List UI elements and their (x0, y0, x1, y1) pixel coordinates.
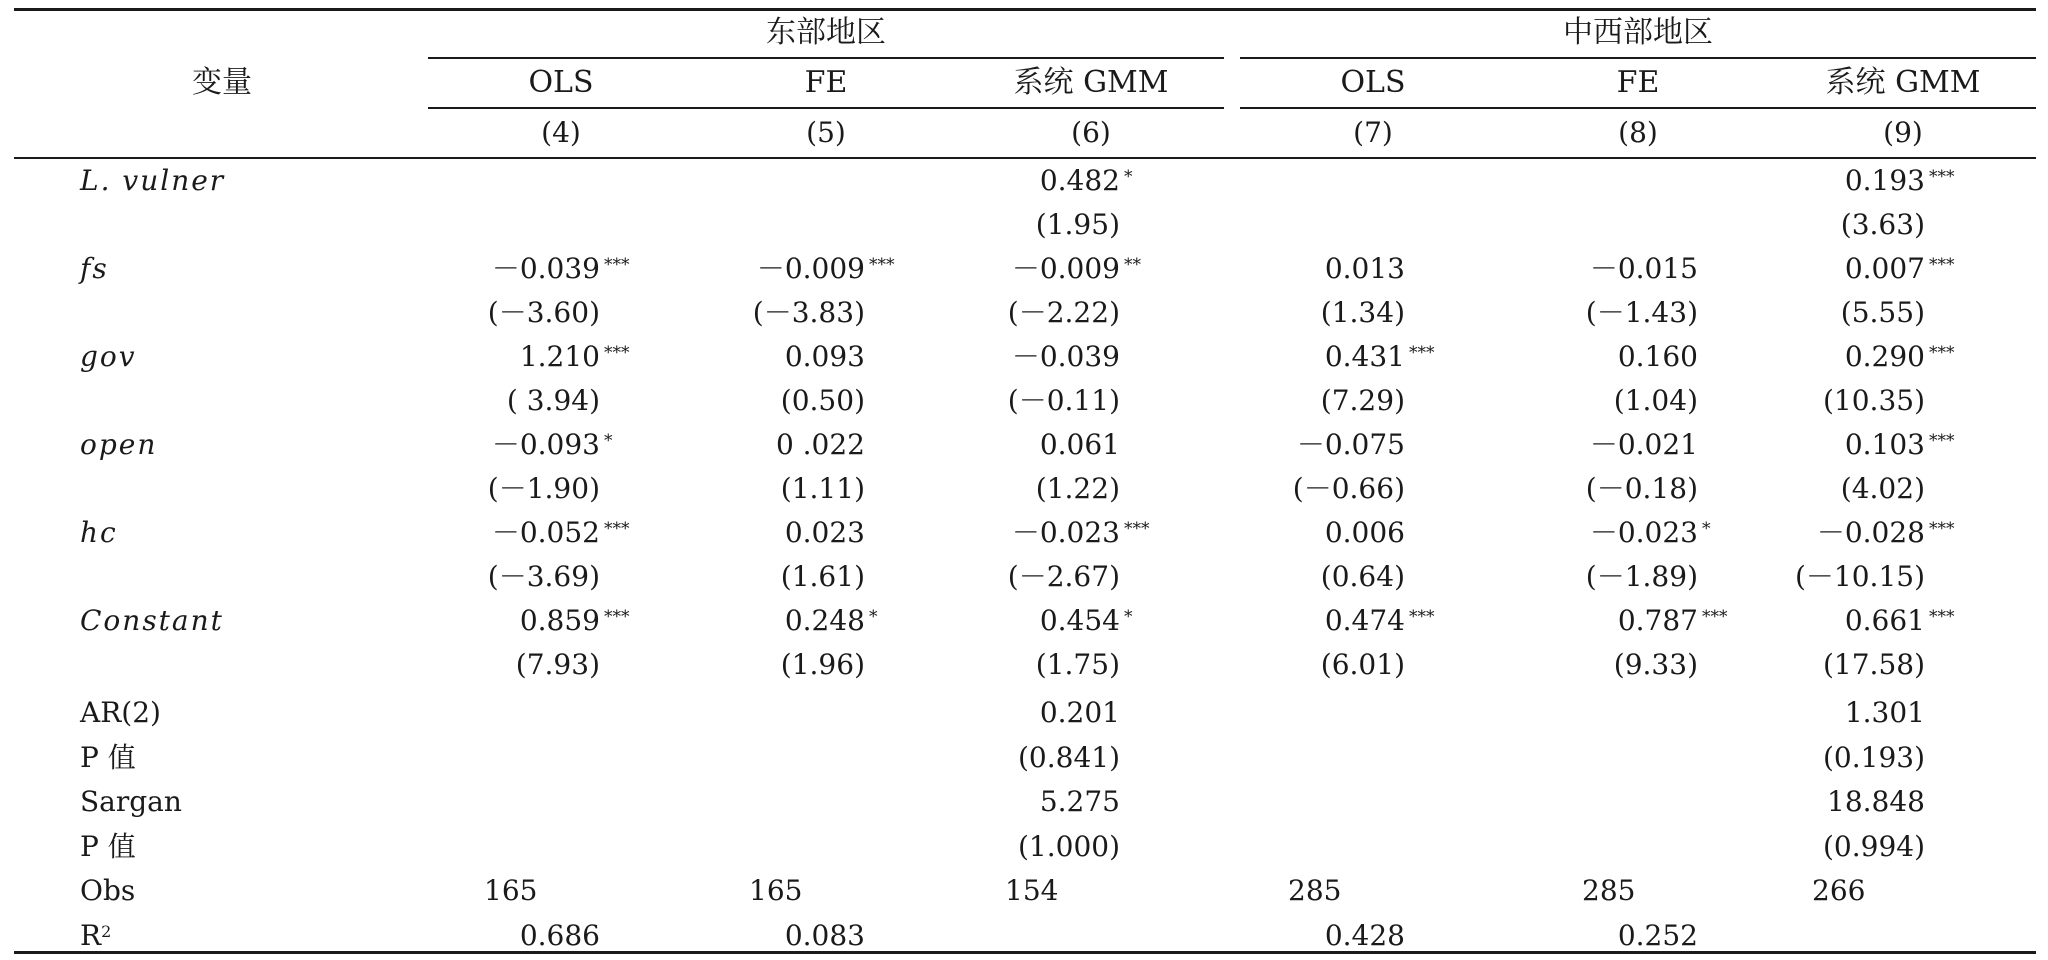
significance-stars: *** (1929, 431, 1955, 451)
method-header: 系统 GMM (1013, 65, 1169, 100)
t-statistic-cell: (6.01) (1320, 648, 1405, 681)
stat-name: P 值 (80, 740, 136, 774)
coefficient-value: －0.052 (491, 516, 600, 549)
coefficient-value: 0.007 (1844, 252, 1925, 285)
stat-value: 154 (1005, 874, 1059, 907)
significance-stars: *** (604, 519, 630, 539)
coefficient-cell (1012, 340, 1120, 374)
t-statistic-cell: (0.64) (1320, 560, 1405, 593)
coefficient-cell (785, 516, 865, 550)
group-midwest-underline (1240, 57, 2036, 59)
t-statistic-cell: (－1.90) (487, 472, 600, 505)
method-header: OLS (1340, 65, 1406, 100)
t-statistic-cell: ( 3.94) (506, 384, 600, 417)
t-statistic-cell: (9.33) (1613, 648, 1698, 681)
stat-value: (0.193) (1822, 740, 1925, 774)
stat-name-superscript: 2 (101, 921, 112, 941)
t-statistic-cell: (10.35) (1822, 384, 1925, 417)
t-statistic-cell: (1.75) (1035, 648, 1120, 681)
coefficient-value: 0.454 (1039, 604, 1120, 637)
coefficient-value: －0.023 (1589, 516, 1698, 549)
significance-stars: *** (604, 607, 630, 627)
coefficient-value: －0.023 (1011, 516, 1120, 549)
coefficient-cell (1011, 252, 1141, 286)
row-variable-name: Constant (80, 604, 224, 637)
stat-name: Obs (80, 874, 136, 907)
method-header: FE (1616, 65, 1660, 100)
t-statistic-cell: (1.22) (1035, 472, 1120, 505)
row-variable-name: open (80, 428, 158, 461)
coefficient-cell (1039, 164, 1133, 198)
significance-stars: * (1702, 519, 1711, 539)
t-statistic-cell: (1.34) (1320, 296, 1405, 329)
significance-stars: * (869, 607, 878, 627)
coefficient-value: 0.787 (1617, 604, 1698, 637)
significance-stars: *** (604, 255, 630, 275)
coefficient-value: －0.093 (491, 428, 600, 461)
stat-value: 285 (1582, 874, 1636, 907)
t-statistic-cell: (1.61) (780, 560, 865, 593)
coefficient-cell (1297, 428, 1405, 462)
group-east-header: 东部地区 (766, 15, 886, 50)
stat-value: (1.000) (1017, 829, 1120, 863)
method-header: 系统 GMM (1825, 65, 1981, 100)
stat-value: 0.252 (1617, 918, 1698, 952)
column-number: (9) (1883, 116, 1923, 149)
t-statistic-cell: (－3.60) (487, 296, 600, 329)
coefficient-cell (519, 604, 630, 638)
t-statistic-cell: (7.93) (515, 648, 600, 681)
coefficient-cell (1844, 252, 1955, 286)
coefficient-value: －0.075 (1296, 428, 1405, 461)
significance-stars: *** (1409, 607, 1435, 627)
methods-east-underline (428, 107, 1224, 109)
coefficient-cell (1590, 252, 1698, 286)
coefficient-cell (1324, 604, 1435, 638)
coefficient-value: －0.009 (1011, 252, 1120, 285)
t-statistic-cell: (－1.89) (1585, 560, 1698, 593)
coefficient-cell (1324, 340, 1435, 374)
t-statistic-cell: (－10.15) (1794, 560, 1925, 593)
coefficient-cell (1325, 252, 1405, 286)
t-statistic-cell: (1.96) (780, 648, 865, 681)
significance-stars: *** (1929, 167, 1955, 187)
coefficient-value: 1.210 (519, 340, 600, 373)
coefficient-value: 0.061 (1039, 428, 1120, 461)
coefficient-cell (1844, 428, 1955, 462)
t-statistic-cell: (3.63) (1840, 208, 1925, 241)
t-statistic-cell: (－0.18) (1585, 472, 1698, 505)
stat-value: 285 (1288, 874, 1342, 907)
coefficient-cell (1325, 516, 1405, 550)
stat-value: 0.686 (519, 918, 600, 952)
row-variable-name: fs (80, 252, 109, 285)
stat-name: $R^2$ (80, 918, 112, 952)
significance-stars: * (604, 431, 613, 451)
method-header: OLS (528, 65, 594, 100)
coefficient-value: －0.009 (756, 252, 865, 285)
coefficient-value: －0.021 (1589, 428, 1698, 461)
stat-name: P 值 (80, 829, 136, 863)
coefficient-value: 0.006 (1324, 516, 1405, 549)
coefficient-value: 0.290 (1844, 340, 1925, 373)
coefficient-value: 0.661 (1844, 604, 1925, 637)
column-number: (6) (1071, 116, 1111, 149)
t-statistic-cell: (1.04) (1613, 384, 1698, 417)
stat-name: Sargan (80, 785, 182, 818)
coefficient-value: 0.093 (784, 340, 865, 373)
stat-value: 266 (1812, 874, 1866, 907)
coefficient-cell (1617, 604, 1728, 638)
significance-stars: ** (1124, 255, 1141, 275)
t-statistic-cell: (4.02) (1840, 472, 1925, 505)
significance-stars: *** (1409, 343, 1435, 363)
significance-stars: *** (1929, 607, 1955, 627)
significance-stars: * (1124, 167, 1133, 187)
coefficient-value: 0.474 (1324, 604, 1405, 637)
stat-value: (0.994) (1822, 829, 1925, 863)
t-statistic-cell: (－0.11) (1007, 384, 1120, 417)
group-east-underline (428, 57, 1224, 59)
stat-value: 5.275 (1039, 785, 1120, 818)
coefficient-cell (1011, 516, 1150, 550)
t-statistic-cell: (1.95) (1035, 208, 1120, 241)
significance-stars: *** (1929, 519, 1955, 539)
coefficient-cell (1589, 516, 1711, 550)
variable-header: 变量 (192, 65, 252, 100)
coefficient-cell (491, 252, 630, 286)
stat-value: 0.201 (1039, 696, 1120, 729)
t-statistic-cell: (－1.43) (1585, 296, 1698, 329)
coefficient-cell (491, 428, 613, 462)
significance-stars: *** (604, 343, 630, 363)
coefficient-cell (1844, 604, 1955, 638)
significance-stars: *** (869, 255, 895, 275)
coefficient-cell (1618, 340, 1698, 374)
stat-value: 1.301 (1844, 696, 1925, 729)
row-variable-name: L. vulner (80, 164, 226, 197)
coefficient-cell (1590, 428, 1698, 462)
stat-value: 0.083 (784, 918, 865, 952)
coefficient-value: 0.859 (519, 604, 600, 637)
coefficient-value: 0.248 (784, 604, 865, 637)
coefficient-value: 0.431 (1324, 340, 1405, 373)
coefficient-cell (1844, 164, 1955, 198)
coefficient-value: －0.028 (1816, 516, 1925, 549)
coefficient-cell (519, 340, 630, 374)
column-number: (7) (1353, 116, 1393, 149)
coefficient-value: －0.039 (491, 252, 600, 285)
coefficient-cell (1040, 428, 1120, 462)
t-statistic-cell: (0.50) (780, 384, 865, 417)
t-statistic-cell: (1.11) (780, 472, 865, 505)
row-variable-name: hc (80, 516, 118, 549)
coefficient-value: －0.039 (1011, 340, 1120, 373)
coefficient-cell (1039, 604, 1133, 638)
significance-stars: *** (1702, 607, 1728, 627)
t-statistic-cell: (－2.22) (1007, 296, 1120, 329)
coefficient-cell (756, 252, 895, 286)
t-statistic-cell: (－3.83) (752, 296, 865, 329)
significance-stars: *** (1929, 255, 1955, 275)
methods-midwest-underline (1240, 107, 2036, 109)
stat-name: AR(2) (80, 696, 161, 729)
coefficient-value: －0.015 (1589, 252, 1698, 285)
column-number: (8) (1618, 116, 1658, 149)
header-bottom-rule (14, 157, 2036, 159)
coefficient-cell (491, 516, 630, 550)
bottom-rule (14, 951, 2036, 954)
coefficient-cell (785, 340, 865, 374)
coefficient-cell (784, 604, 878, 638)
row-variable-name: gov (80, 340, 137, 373)
method-header: FE (804, 65, 848, 100)
t-statistic-cell: (－0.66) (1292, 472, 1405, 505)
t-statistic-cell: (－2.67) (1007, 560, 1120, 593)
column-number: (4) (541, 116, 581, 149)
t-statistic-cell: (－3.69) (487, 560, 600, 593)
top-rule (14, 8, 2036, 11)
significance-stars: *** (1124, 519, 1150, 539)
coefficient-cell (1816, 516, 1955, 550)
t-statistic-cell: (17.58) (1822, 648, 1925, 681)
stat-value: 165 (749, 874, 803, 907)
coefficient-value: 0.193 (1844, 164, 1925, 197)
coefficient-value: 0.103 (1844, 428, 1925, 461)
stat-value: 18.848 (1827, 785, 1925, 818)
stat-value: (0.841) (1017, 740, 1120, 774)
coefficient-value: 0.160 (1617, 340, 1698, 373)
coefficient-value: 0.013 (1324, 252, 1405, 285)
stat-value: 165 (484, 874, 538, 907)
t-statistic-cell: (7.29) (1320, 384, 1405, 417)
stat-value: 0.428 (1324, 918, 1405, 952)
coefficient-cell (1844, 340, 1955, 374)
group-midwest-header: 中西部地区 (1563, 15, 1713, 50)
column-number: (5) (806, 116, 846, 149)
coefficient-cell (776, 428, 865, 462)
coefficient-value: 0 .022 (775, 428, 865, 461)
coefficient-value: 0.023 (784, 516, 865, 549)
significance-stars: *** (1929, 343, 1955, 363)
significance-stars: * (1124, 607, 1133, 627)
coefficient-value: 0.482 (1039, 164, 1120, 197)
t-statistic-cell: (5.55) (1840, 296, 1925, 329)
